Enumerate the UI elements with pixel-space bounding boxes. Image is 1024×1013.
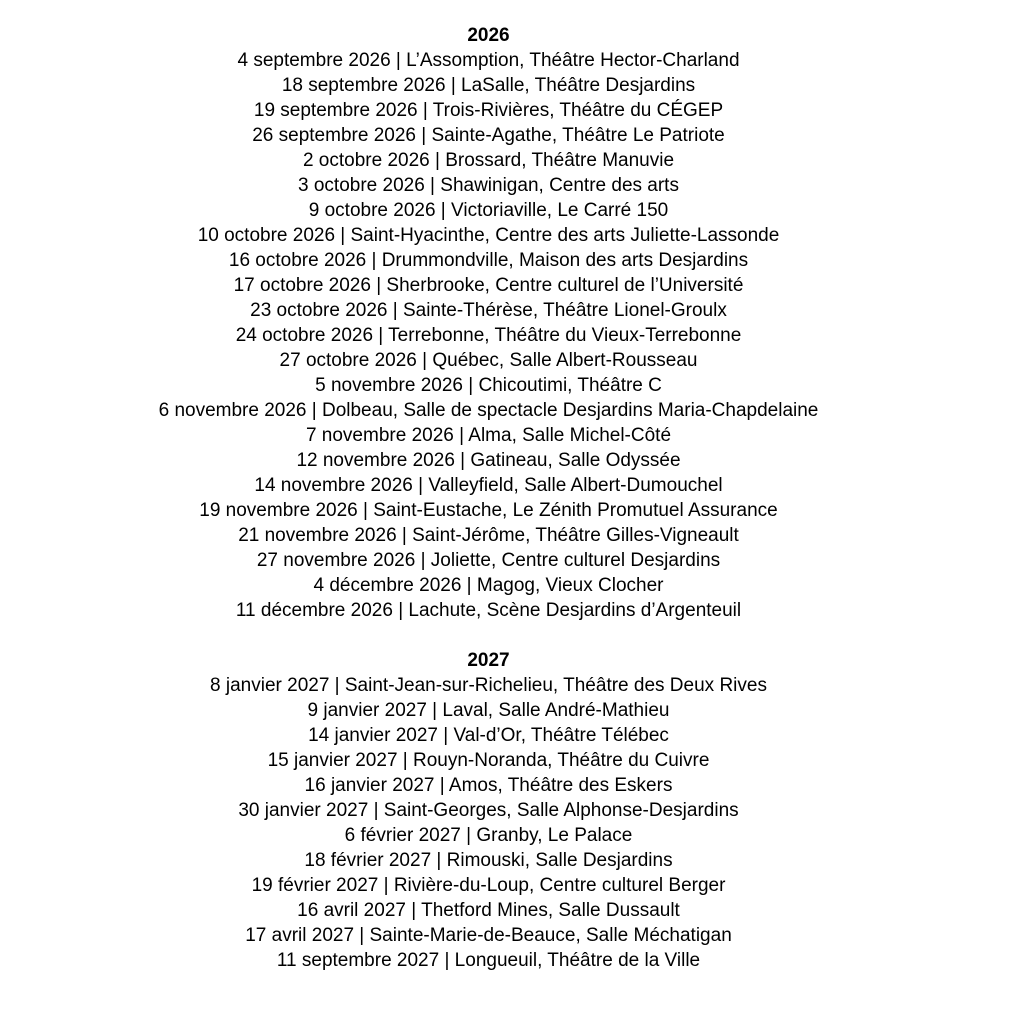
date-entry: 10 octobre 2026 | Saint-Hyacinthe, Centre des arts Juliette-Lassonde [197, 225, 780, 246]
date-entry: 11 décembre 2026 | Lachute, Scène Desjardins d’Argenteuil [235, 600, 742, 621]
date-entry: 19 février 2027 | Rivière-du-Loup, Centre culturel Berger [251, 875, 726, 896]
date-entry: 4 décembre 2026 | Magog, Vieux Clocher [313, 575, 664, 596]
date-entry: 21 novembre 2026 | Saint-Jérôme, Théâtre Gilles-Vigneault [238, 525, 739, 546]
date-entry: 14 janvier 2027 | Val-d’Or, Théâtre Télébec [308, 725, 669, 746]
date-entry: 3 octobre 2026 | Shawinigan, Centre des arts [298, 175, 679, 196]
date-entry: 16 octobre 2026 | Drummondville, Maison des arts Desjardins [228, 250, 749, 271]
year-heading: 2026 [467, 25, 510, 46]
year-section-2027 [0, 648, 977, 973]
date-entry: 19 novembre 2026 | Saint-Eustache, Le Zénith Promutuel Assurance [199, 500, 778, 521]
date-entry: 18 février 2027 | Rimouski, Salle Desjardins [304, 850, 673, 871]
date-entry: 17 octobre 2026 | Sherbrooke, Centre culturel de l’Université [233, 275, 744, 296]
date-entry: 6 novembre 2026 | Dolbeau, Salle de spectacle Desjardins Maria-Chapdelaine [158, 400, 819, 421]
date-entry: 9 janvier 2027 | Laval, Salle André-Mathieu [307, 700, 670, 721]
date-entry: 8 janvier 2027 | Saint-Jean-sur-Richelieu, Théâtre des Deux Rives [210, 675, 767, 696]
year-heading: 2027 [467, 650, 510, 671]
date-entry: 16 avril 2027 | Thetford Mines, Salle Dussault [297, 900, 680, 921]
date-entry: 24 octobre 2026 | Terrebonne, Théâtre du Vieux-Terrebonne [235, 325, 742, 346]
date-entry: 30 janvier 2027 | Saint-Georges, Salle Alphonse-Desjardins [238, 800, 739, 821]
date-entry: 6 février 2027 | Granby, Le Palace [344, 825, 633, 846]
date-entry: 12 novembre 2026 | Gatineau, Salle Odyssée [296, 450, 681, 471]
date-list [0, 673, 977, 973]
date-entry: 27 novembre 2026 | Joliette, Centre culturel Desjardins [256, 550, 721, 571]
date-entry: 14 novembre 2026 | Valleyfield, Salle Albert-Dumouchel [254, 475, 723, 496]
tour-schedule [0, 23, 977, 973]
date-entry: 7 novembre 2026 | Alma, Salle Michel-Côté [305, 425, 672, 446]
date-entry: 2 octobre 2026 | Brossard, Théâtre Manuvie [302, 150, 675, 171]
date-entry: 11 septembre 2027 | Longueuil, Théâtre de la Ville [276, 950, 701, 971]
date-entry: 4 septembre 2026 | L’Assomption, Théâtre Hector-Charland [237, 50, 740, 71]
date-entry: 27 octobre 2026 | Québec, Salle Albert-Rousseau [279, 350, 698, 371]
date-entry: 15 janvier 2027 | Rouyn-Noranda, Théâtre du Cuivre [267, 750, 710, 771]
date-list [0, 48, 977, 623]
date-entry: 18 septembre 2026 | LaSalle, Théâtre Desjardins [281, 75, 696, 96]
date-entry: 17 avril 2027 | Sainte-Marie-de-Beauce, Salle Méchatigan [245, 925, 732, 946]
date-entry: 26 septembre 2026 | Sainte-Agathe, Théâtre Le Patriote [252, 125, 725, 146]
date-entry: 19 septembre 2026 | Trois-Rivières, Théâtre du CÉGEP [253, 100, 724, 121]
date-entry: 23 octobre 2026 | Sainte-Thérèse, Théâtre Lionel-Groulx [250, 300, 727, 321]
year-section-2026 [0, 23, 977, 623]
date-entry: 9 octobre 2026 | Victoriaville, Le Carré 150 [308, 200, 669, 221]
date-entry: 5 novembre 2026 | Chicoutimi, Théâtre C [315, 375, 662, 396]
date-entry: 16 janvier 2027 | Amos, Théâtre des Eskers [304, 775, 673, 796]
